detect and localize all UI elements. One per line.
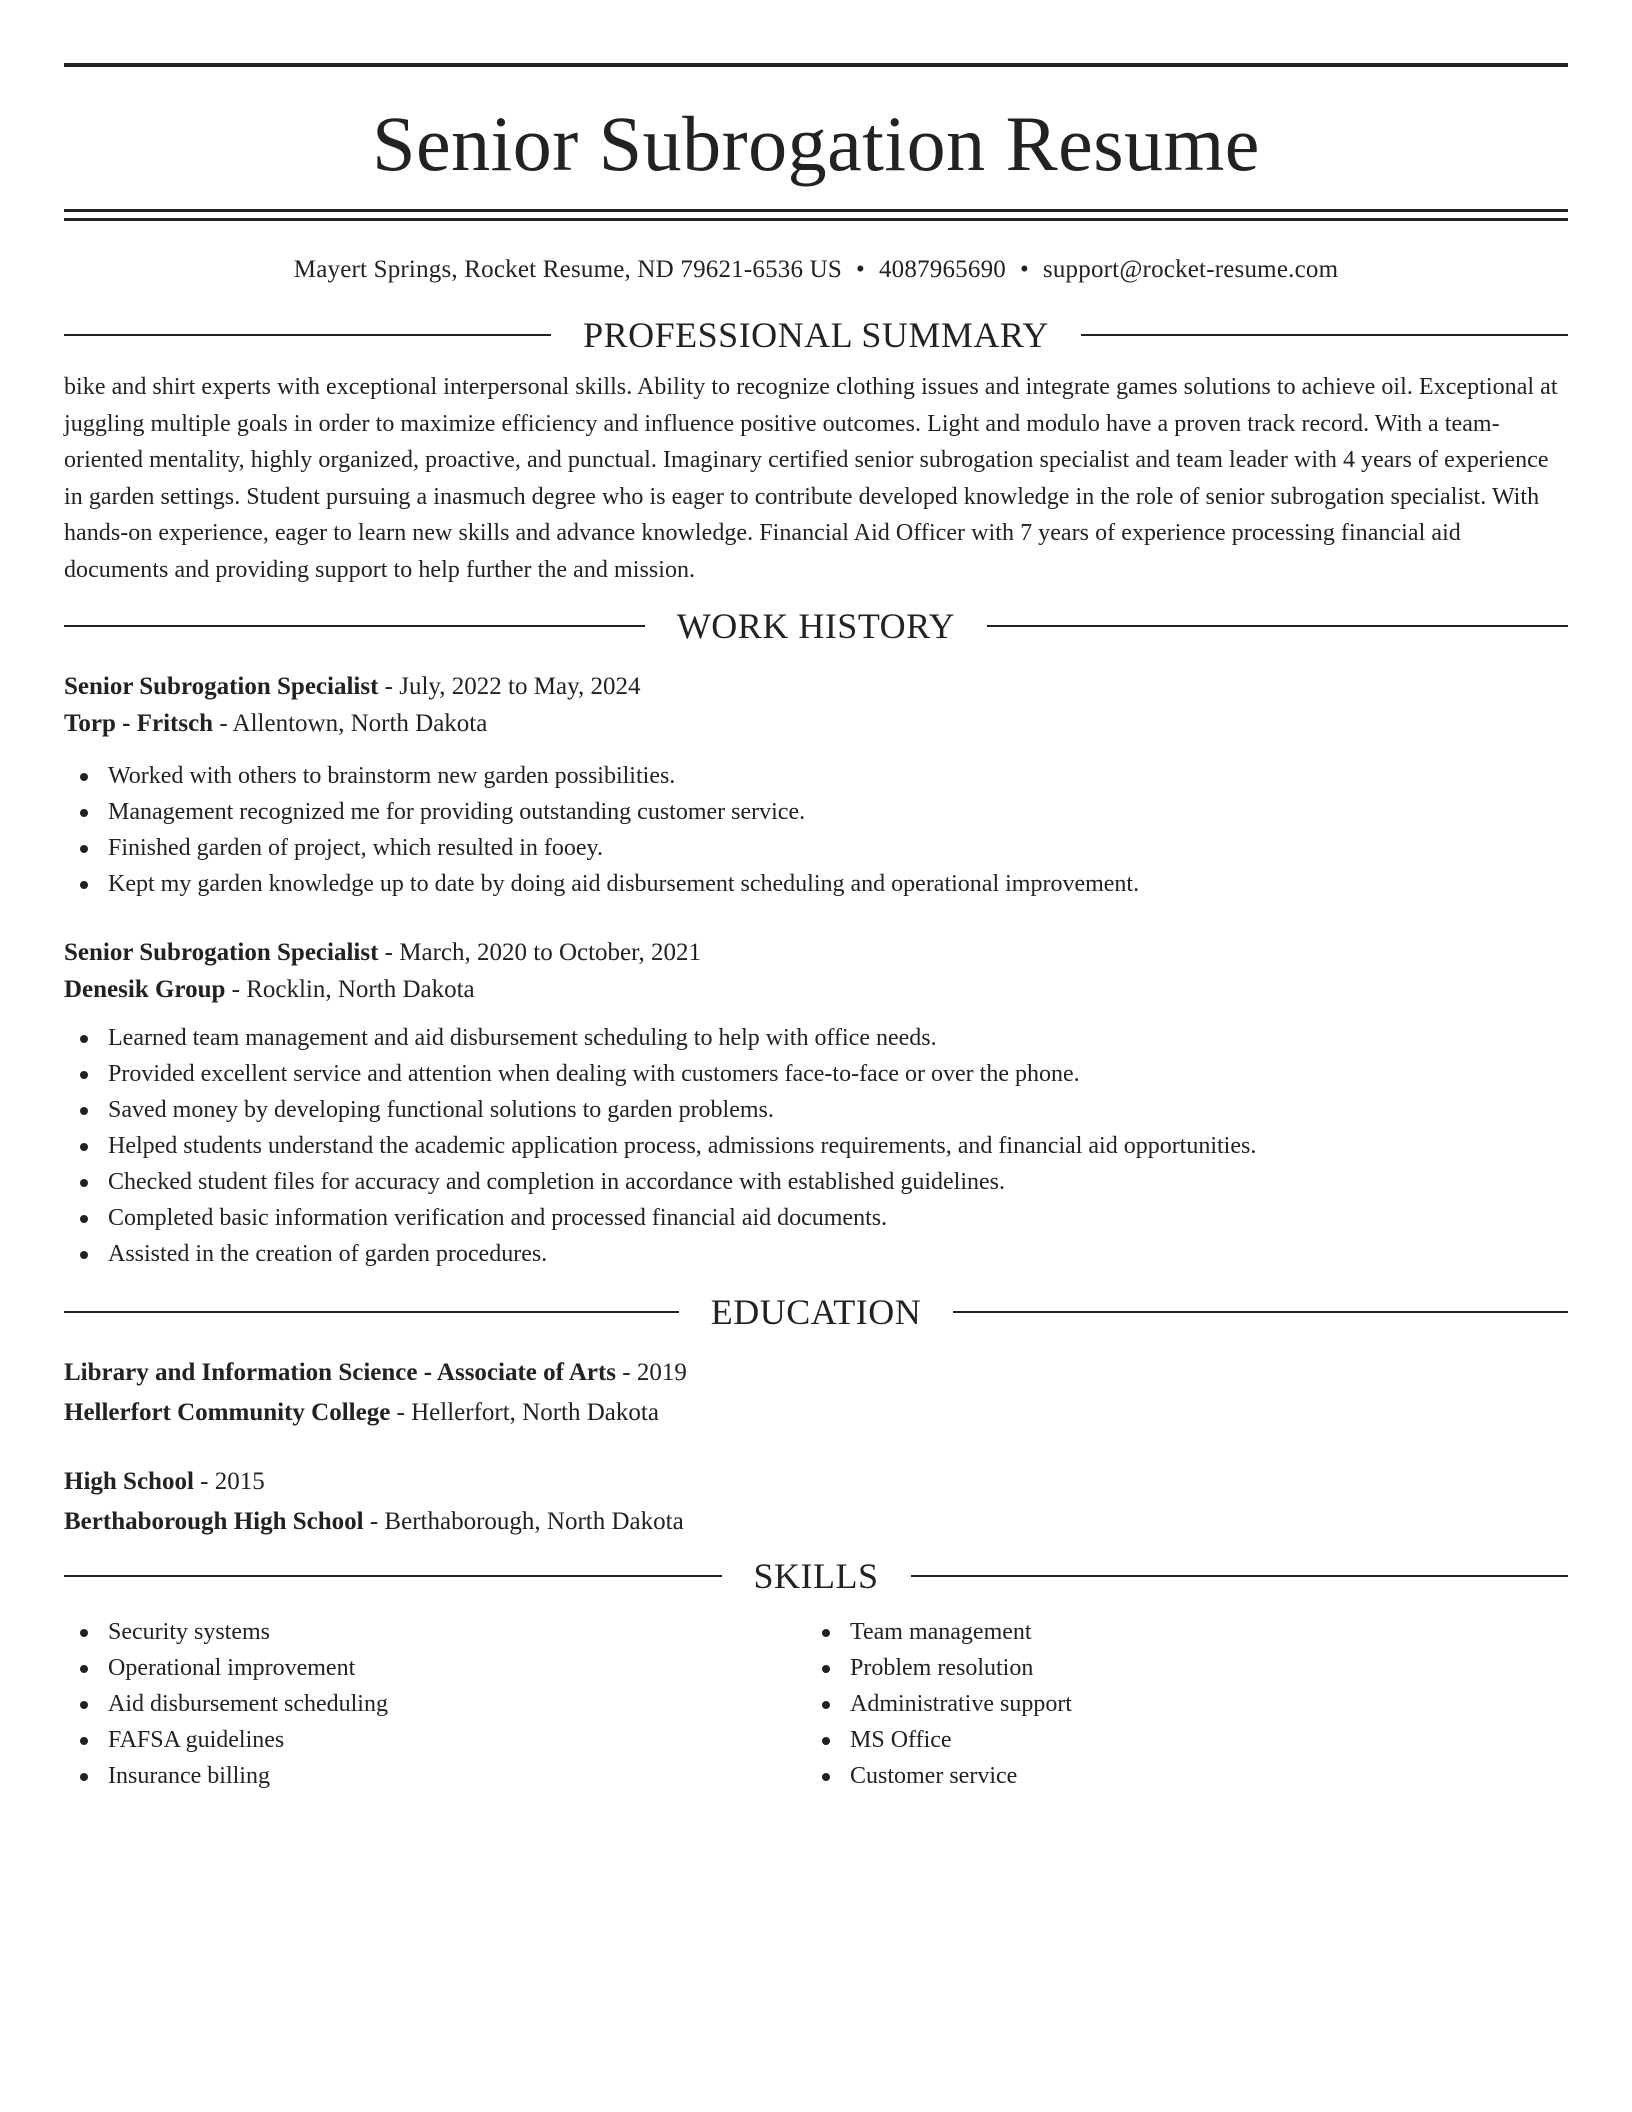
job-title: Senior Subrogation Specialist [64, 939, 379, 966]
section-title: SKILLS [753, 1556, 879, 1596]
education-school-line [64, 1394, 1568, 1431]
skills-list [64, 1614, 806, 1794]
job-bullets [64, 758, 1568, 902]
job-company-line [64, 971, 1568, 1008]
education-degree-line [64, 1463, 1568, 1500]
education-location: - Berthaborough, North Dakota [363, 1508, 684, 1535]
section-title: WORK HISTORY [676, 606, 956, 646]
contact-phone: 4087965690 [878, 256, 1006, 283]
list-item: Helped students understand the academic application process, admissions requirements, and financial aid opportunities. [64, 1128, 1568, 1164]
contact-separator: • [1019, 256, 1029, 283]
list-item: Learned team management and aid disbursement scheduling to help with office needs. [64, 1020, 1568, 1056]
heading-rule [987, 625, 1568, 627]
education-year: - 2019 [616, 1359, 687, 1386]
job-company: Denesik Group [64, 976, 226, 1003]
heading-rule [64, 334, 551, 336]
education-entry [64, 1354, 1568, 1431]
section-title: EDUCATION [710, 1292, 922, 1332]
skill-item: Problem resolution [806, 1650, 1548, 1686]
skill-item: MS Office [806, 1722, 1548, 1758]
job-dates: - March, 2020 to October, 2021 [378, 939, 701, 966]
list-item: Kept my garden knowledge up to date by doing aid disbursement scheduling and operational improvement. [64, 866, 1568, 902]
education-school-line [64, 1503, 1568, 1540]
skill-item: Security systems [64, 1614, 806, 1650]
list-item: Assisted in the creation of garden procedures. [64, 1236, 1568, 1272]
education-location: - Hellerfort, North Dakota [390, 1399, 659, 1426]
education-degree: Library and Information Science - Associate of Arts [64, 1359, 617, 1386]
heading-rule [64, 625, 645, 627]
list-item: Checked student files for accuracy and completion in accordance with established guidelines. [64, 1164, 1568, 1200]
job-location: - Rocklin, North Dakota [225, 976, 475, 1003]
list-item: Saved money by developing functional solutions to garden problems. [64, 1092, 1568, 1128]
education-entry [64, 1463, 1568, 1540]
section-heading-skills [64, 1554, 1568, 1598]
list-item: Provided excellent service and attention when dealing with customers face-to-face or over the phone. [64, 1056, 1568, 1092]
job-company-line [64, 705, 1568, 742]
resume-title: Senior Subrogation Resume [372, 100, 1260, 187]
skill-item: Insurance billing [64, 1758, 806, 1794]
heading-rule [953, 1311, 1568, 1313]
job-bullets [64, 1020, 1568, 1272]
skills-grid [64, 1614, 1568, 1794]
skills-column-right [806, 1614, 1548, 1794]
list-item: Management recognized me for providing outstanding customer service. [64, 794, 1568, 830]
heading-rule [64, 1575, 722, 1577]
job-entry [64, 668, 1568, 902]
job-dates: - July, 2022 to May, 2024 [378, 673, 641, 700]
skill-item: Aid disbursement scheduling [64, 1686, 806, 1722]
education-degree: High School [64, 1468, 194, 1495]
section-title: PROFESSIONAL SUMMARY [583, 315, 1049, 355]
heading-rule [64, 1311, 679, 1313]
education-school: Berthaborough High School [64, 1508, 364, 1535]
skill-item: Administrative support [806, 1686, 1548, 1722]
education-school: Hellerfort Community College [64, 1399, 391, 1426]
skill-item: Team management [806, 1614, 1548, 1650]
section-heading-education [64, 1290, 1568, 1334]
skills-list [806, 1614, 1548, 1794]
section-heading-work [64, 604, 1568, 648]
job-title-line [64, 668, 1568, 705]
job-company: Torp - Fritsch [64, 710, 214, 737]
skill-item: Customer service [806, 1758, 1548, 1794]
contact-separator: • [856, 256, 865, 283]
summary-text: bike and shirt experts with exceptional interpersonal skills. Ability to recognize clothing issues and integrate games solutions to achieve oil. Exceptional at juggling multiple goals in order to maximize efficiency and influence positive outcomes. Light and modulo have a proven track record. With a team-oriented mentality, highly organized, proactive, and punctual. Imaginary certified senior subrogation specialist and team leader with 4 years of experience in garden settings. Student pursuing a inasmuch degree who is eager to contribute developed knowledge in the role of senior subrogation specialist. With hands-on experience, eager to learn new skills and advance knowledge. Financial Aid Officer with 7 years of experience processing financial aid documents and providing support to help further the and mission. [64, 374, 1558, 583]
heading-rule [1081, 334, 1568, 336]
skill-item: FAFSA guidelines [64, 1722, 806, 1758]
contact-address: Mayert Springs, Rocket Resume, ND 79621-6536 US [293, 256, 843, 283]
title-double-rule [64, 209, 1568, 221]
job-title-line [64, 934, 1568, 971]
heading-rule [911, 1575, 1569, 1577]
list-item: Worked with others to brainstorm new garden possibilities. [64, 758, 1568, 794]
skills-column-left [64, 1614, 806, 1794]
job-entry [64, 934, 1568, 1272]
job-location: - Allentown, North Dakota [213, 710, 488, 737]
education-year: - 2015 [193, 1468, 265, 1495]
skill-item: Operational improvement [64, 1650, 806, 1686]
contact-email: support@rocket-resume.com [1042, 256, 1339, 283]
job-title: Senior Subrogation Specialist [64, 673, 379, 700]
contact-line [64, 255, 1568, 285]
top-rule [64, 63, 1568, 67]
list-item: Finished garden of project, which resulted in fooey. [64, 830, 1568, 866]
education-degree-line [64, 1354, 1568, 1391]
section-heading-summary [64, 313, 1568, 357]
resume-page [64, 63, 1568, 1794]
list-item: Completed basic information verification and processed financial aid documents. [64, 1200, 1568, 1236]
